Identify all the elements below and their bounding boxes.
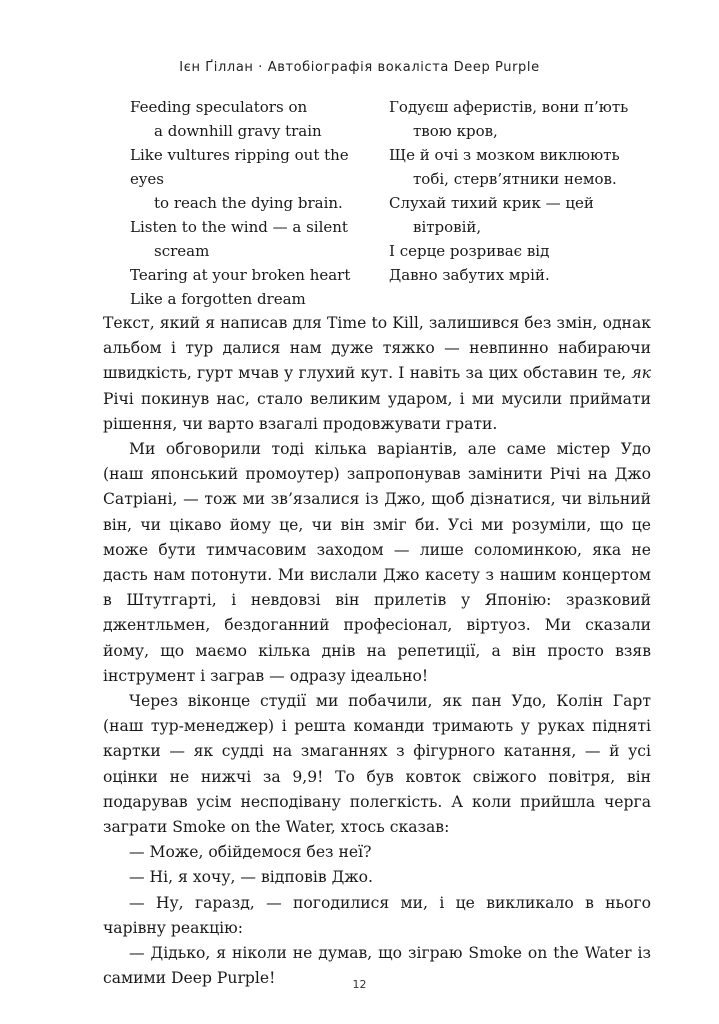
lyric-line: Ще й очі з мозком виклюють xyxy=(389,146,620,164)
body-text xyxy=(103,311,651,991)
dialogue-line: — Ні, я хочу, — відповів Джо. xyxy=(129,868,373,887)
lyric-line: a downhill gravy train xyxy=(154,122,322,140)
lyric-line: Like a forgotten dream xyxy=(130,290,306,308)
lyric-line: Годуєш аферистів, вони п’ють xyxy=(389,98,629,116)
dialogue-line: — Ну, гаразд, — погодилися ми, і це викликало в нього чарівну реакцію: xyxy=(103,893,651,937)
page-number: 12 xyxy=(352,978,367,991)
lyric-line: Слухай тихий крик — цей xyxy=(389,194,594,212)
lyric-line: scream xyxy=(154,242,210,260)
lyric-line: тобі, стерв’ятники немов. xyxy=(413,170,617,188)
lyrics-english xyxy=(130,95,380,311)
lyric-line: твою кров, xyxy=(413,122,498,140)
dialogue-line: — Дідько, я ніколи не думав, що зіграю Smoke on the Water із самими Deep Purple! xyxy=(103,944,651,988)
dialogue-line: — Може, обійдемося без неї? xyxy=(129,843,372,862)
paragraph: Ми обговорили тоді кілька варіантів, але саме містер Удо (наш японський промоутер) запропонував замінити Річі на Джо Сатріані, — тож ми зв’язалися із Джо, щоб дізнатися, чи вільний він, чи цікаво йому це, чи він зміг би. Усі ми розуміли, що це може бути тимчасовим заходом — лише соломинкою, яка не дасть нам потонути. Ми вислали Джо касету з нашим концертом в Штутгарті, і невдовзі він прилетів у Японію: зразковий джентльмен, бездоганний професіонал, віртуоз. Ми сказали йому, що маємо кілька днів на репетиції, а він просто взяв інструмент і заграв — одразу ідеально! xyxy=(103,440,651,685)
lyric-line: Listen to the wind — a silent xyxy=(130,218,348,236)
running-header: Ієн Ґіллан · Автобіографія вокаліста Deep Purple xyxy=(179,60,540,75)
lyric-line: Feeding speculators on xyxy=(130,98,308,116)
lyric-line: Давно забутих мрій. xyxy=(389,266,550,284)
paragraph: Через віконце студії ми побачили, як пан Удо, Колін Гарт (наш тур-менеджер) і решта команди тримають у руках підняті картки — як судді на змаганнях з фігурного катання, — й усі оцінки не нижчі за 9,9! То був ковток свіжого повітря, він подарував усім несподівану полегкість. А коли прийшла черга заграти Smoke on the Water, хтось сказав: xyxy=(103,692,651,837)
lyric-line: Like vultures ripping out the eyes xyxy=(130,146,349,188)
lyric-line: вітровій, xyxy=(413,218,482,236)
paragraph: Текст, який я написав для Time to Kill, залишився без змін, однак альбом і тур далися нам дуже тяжко — невпинно набираючи швидкість, гурт мчав у глухий кут. І навіть за цих обставин те, як Річі покинув нас, стало великим ударом, і ми мусили приймати рішення, чи варто взагалі продовжувати грати. xyxy=(103,314,651,433)
lyric-line: Tearing at your broken heart xyxy=(130,266,351,284)
lyric-line: to reach the dying brain. xyxy=(154,194,343,212)
lyric-line: І серце розриває від xyxy=(389,242,550,260)
lyrics-ukrainian xyxy=(389,95,659,287)
emphasis: як xyxy=(631,364,651,383)
